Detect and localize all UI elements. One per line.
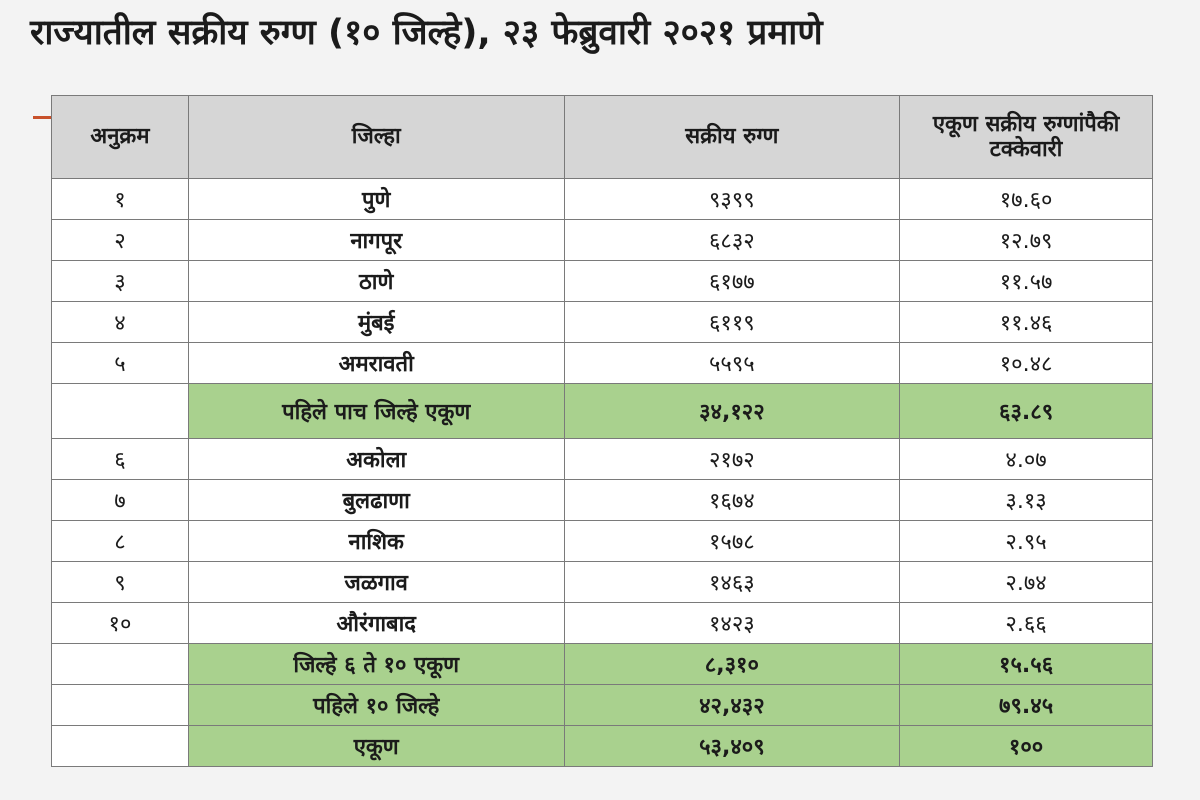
header-active: सक्रीय रुग्ण	[564, 96, 900, 179]
percent-cell: ११.५७	[900, 261, 1153, 302]
district-cell: जळगाव	[188, 562, 564, 603]
district-cell: अमरावती	[188, 343, 564, 384]
serial-cell: ३	[52, 261, 189, 302]
active-cases-cell: ८,३१०	[564, 644, 900, 685]
active-cases-cell: ४२,४३२	[564, 685, 900, 726]
district-cell: ठाणे	[188, 261, 564, 302]
table-row	[52, 220, 1153, 261]
active-cases-cell: ५३,४०९	[564, 726, 900, 767]
district-cell: पहिले १० जिल्हे	[188, 685, 564, 726]
table-row	[52, 261, 1153, 302]
serial-cell: ६	[52, 439, 189, 480]
active-cases-table	[51, 95, 1153, 767]
percent-cell: ११.४६	[900, 302, 1153, 343]
table-row	[52, 343, 1153, 384]
table-row	[52, 302, 1153, 343]
active-cases-cell: ६१७७	[564, 261, 900, 302]
table-row	[52, 480, 1153, 521]
header-percent: एकूण सक्रीय रुग्णांपैकी टक्केवारी	[900, 96, 1153, 179]
district-cell: जिल्हे ६ ते १० एकूण	[188, 644, 564, 685]
active-cases-cell: १५७८	[564, 521, 900, 562]
district-cell: नागपूर	[188, 220, 564, 261]
summary-row	[52, 644, 1153, 685]
serial-cell: ९	[52, 562, 189, 603]
serial-cell: ८	[52, 521, 189, 562]
summary-row	[52, 685, 1153, 726]
serial-cell	[52, 685, 189, 726]
serial-cell: २	[52, 220, 189, 261]
active-cases-cell: १६७४	[564, 480, 900, 521]
accent-line	[33, 116, 53, 119]
percent-cell: २.७४	[900, 562, 1153, 603]
serial-cell: १	[52, 179, 189, 220]
district-cell: औरंगाबाद	[188, 603, 564, 644]
serial-cell: ४	[52, 302, 189, 343]
table-row	[52, 179, 1153, 220]
percent-cell: ४.०७	[900, 439, 1153, 480]
summary-row	[52, 726, 1153, 767]
active-cases-cell: १४२३	[564, 603, 900, 644]
header-sr: अनुक्रम	[52, 96, 189, 179]
active-cases-cell: १४६३	[564, 562, 900, 603]
percent-cell: १७.६०	[900, 179, 1153, 220]
percent-cell: १०.४८	[900, 343, 1153, 384]
summary-row	[52, 384, 1153, 439]
district-cell: पुणे	[188, 179, 564, 220]
table-row	[52, 562, 1153, 603]
serial-cell: ५	[52, 343, 189, 384]
active-cases-cell: ९३९९	[564, 179, 900, 220]
active-cases-cell: ५५९५	[564, 343, 900, 384]
active-cases-cell: ६८३२	[564, 220, 900, 261]
table-header-row	[52, 96, 1153, 179]
district-cell: एकूण	[188, 726, 564, 767]
active-cases-cell: २१७२	[564, 439, 900, 480]
district-cell: नाशिक	[188, 521, 564, 562]
district-cell: अकोला	[188, 439, 564, 480]
district-cell: पहिले पाच जिल्हे एकूण	[188, 384, 564, 439]
active-cases-cell: ३४,१२२	[564, 384, 900, 439]
percent-cell: १५.५६	[900, 644, 1153, 685]
table-row	[52, 521, 1153, 562]
percent-cell: ७९.४५	[900, 685, 1153, 726]
percent-cell: २.९५	[900, 521, 1153, 562]
serial-cell	[52, 726, 189, 767]
serial-cell: १०	[52, 603, 189, 644]
district-cell: बुलढाणा	[188, 480, 564, 521]
percent-cell: २.६६	[900, 603, 1153, 644]
serial-cell: ७	[52, 480, 189, 521]
percent-cell: ६३.८९	[900, 384, 1153, 439]
table-row	[52, 603, 1153, 644]
percent-cell: ३.१३	[900, 480, 1153, 521]
serial-cell	[52, 384, 189, 439]
page-title: राज्यातील सक्रीय रुग्ण (१० जिल्हे), २३ फेब्रुवारी २०२१ प्रमाणे	[30, 13, 823, 53]
table-body	[52, 179, 1153, 767]
table-row	[52, 439, 1153, 480]
active-cases-cell: ६११९	[564, 302, 900, 343]
percent-cell: १००	[900, 726, 1153, 767]
percent-cell: १२.७९	[900, 220, 1153, 261]
serial-cell	[52, 644, 189, 685]
header-district: जिल्हा	[188, 96, 564, 179]
district-cell: मुंबई	[188, 302, 564, 343]
